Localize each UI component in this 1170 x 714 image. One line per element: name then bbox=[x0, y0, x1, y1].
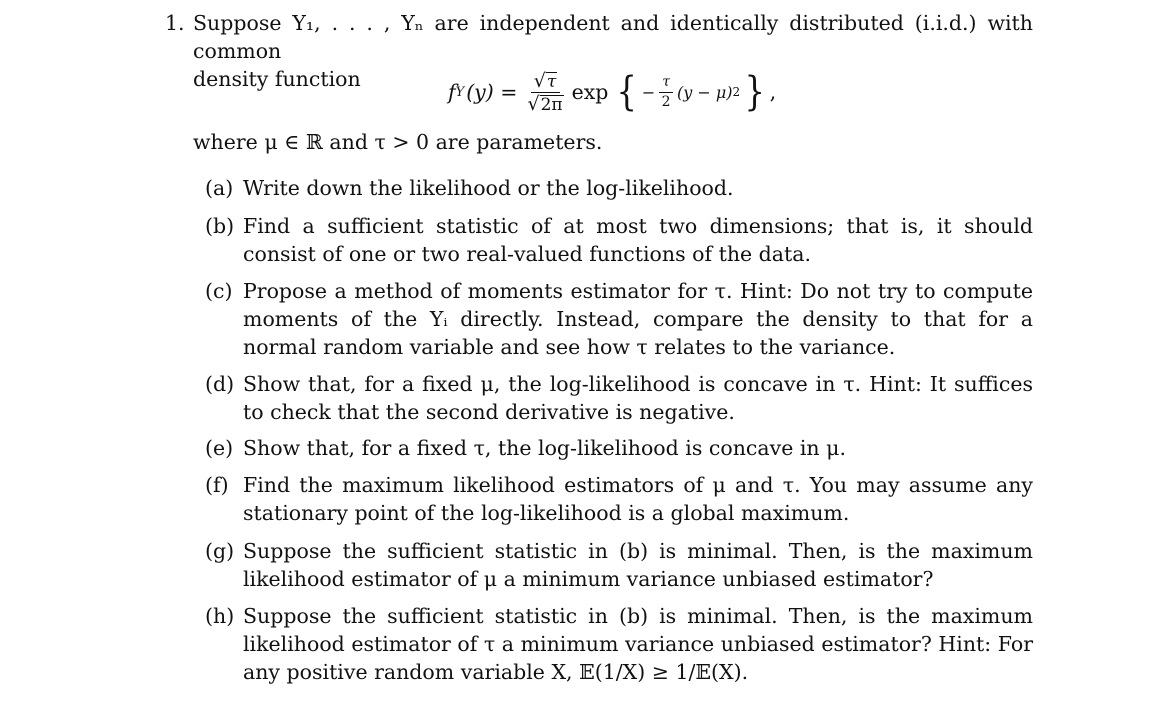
formula-fraction bbox=[527, 71, 563, 114]
part-label: (b) bbox=[205, 214, 235, 238]
intro-line-2: density function bbox=[193, 67, 361, 91]
formula-inner-expr: (y − μ) bbox=[677, 82, 733, 102]
formula-lhs: f bbox=[448, 80, 456, 104]
part-text: Show that, for a fixed τ, the log-likelihood is concave in μ. bbox=[243, 436, 846, 460]
part-label: (h) bbox=[205, 604, 235, 628]
formula-trailing: , bbox=[769, 80, 777, 104]
part-text: Write down the likelihood or the log-likelihood. bbox=[243, 176, 734, 200]
formula-exp: exp bbox=[571, 80, 609, 104]
part-label: (d) bbox=[205, 372, 235, 396]
parameters-statement: where μ ∈ ℝ and τ > 0 are parameters. bbox=[193, 130, 603, 154]
formula-inner-pow: 2 bbox=[732, 85, 741, 99]
part-label: (f) bbox=[205, 473, 229, 497]
density-formula bbox=[448, 62, 1048, 122]
inner-numerator: τ bbox=[659, 74, 673, 93]
part-text: Find the maximum likelihood estimators of μ and τ. You may assume any stationary point of the log-likelihood is a global maximum. bbox=[243, 473, 1033, 525]
inner-denominator: 2 bbox=[661, 93, 671, 110]
formula-open-brace: { bbox=[616, 69, 638, 115]
formula-lhs-sub: Y bbox=[455, 84, 465, 100]
fraction-denominator: √ 2π bbox=[527, 92, 563, 115]
fraction-numerator: √ τ bbox=[531, 71, 561, 93]
part-text: Suppose the sufficient statistic in (b) is minimal. Then, is the maximum likelihood estimator of τ a minimum variance unbiased estimator? Hint: For any positive random variable X, 𝔼(1/X) ≥ 1/𝔼(X). bbox=[243, 604, 1033, 684]
part-label: (a) bbox=[205, 176, 234, 200]
formula-lhs-arg: (y) = bbox=[466, 80, 518, 104]
part-text: Propose a method of moments estimator for τ. Hint: Do not try to compute moments of the Yᵢ directly. Instead, compare the density to that for a normal random variable and see how τ relates to the variance. bbox=[243, 279, 1033, 359]
formula-minus: − bbox=[641, 82, 656, 102]
part-text: Show that, for a fixed μ, the log-likelihood is concave in τ. Hint: It suffices to check that the second derivative is negative. bbox=[243, 372, 1033, 424]
part-text: Suppose the sufficient statistic in (b) is minimal. Then, is the maximum likelihood estimator of μ a minimum variance unbiased estimator? bbox=[243, 539, 1033, 591]
part-label: (e) bbox=[205, 436, 234, 460]
intro-line-1: Suppose Y₁, . . . , Yₙ are independent and identically distributed (i.i.d.) with common bbox=[193, 11, 1033, 63]
part-label: (c) bbox=[205, 279, 233, 303]
problem-number: 1. bbox=[165, 11, 185, 35]
formula-close-brace: } bbox=[744, 69, 766, 115]
part-text: Find a sufficient statistic of at most two dimensions; that is, it should consist of one or two real-valued functions of the data. bbox=[243, 214, 1033, 266]
formula-inner-fraction bbox=[659, 74, 673, 111]
part-label: (g) bbox=[205, 539, 235, 563]
